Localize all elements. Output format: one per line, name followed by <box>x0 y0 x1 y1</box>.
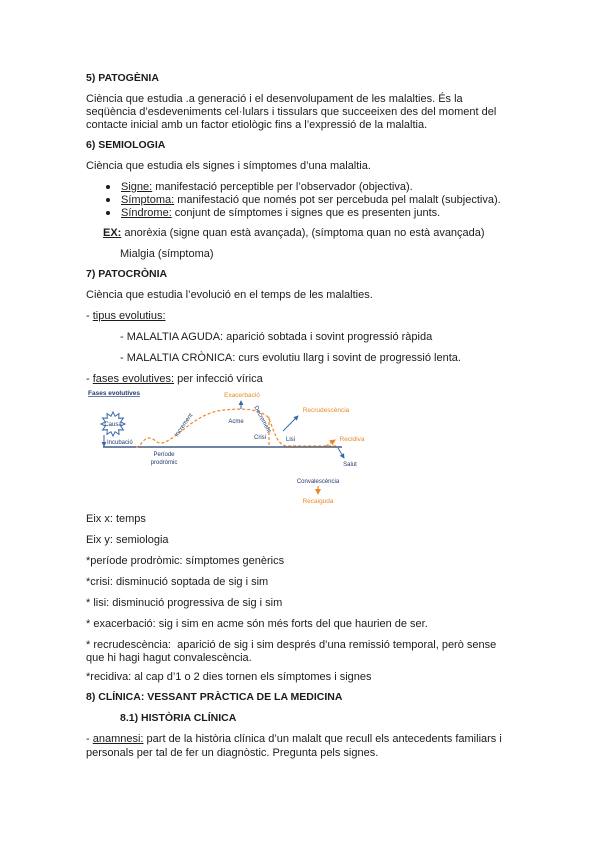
label-crisi: Crisi <box>254 435 266 441</box>
diagram-title: Fases evolutives <box>88 390 141 397</box>
anamnesi-term: anamnesi: <box>92 733 144 745</box>
patogenia-line-2: seqüència d’esdeveniments cel·lulars i tissulars que succeeixen des del moment del <box>86 106 497 118</box>
note-lisi: * lisi: disminució progressiva de sig i sim <box>86 597 283 609</box>
patocronia-intro: Ciència que estudia l’evolució en el temps de les malalties. <box>86 289 373 301</box>
note-eix-y: Eix y: semiologia <box>86 534 169 546</box>
example-mialgia: Mialgia (símptoma) <box>120 248 214 260</box>
tipus-prefix: - <box>86 310 93 322</box>
patogenia-line-3: contacte inicial amb un factor etiològic fins a l’expressió de la malaltia. <box>86 119 428 131</box>
fases-evolutives-term: fases evolutives: <box>92 373 175 385</box>
bullet-dot <box>106 198 110 202</box>
semiologia-intro: Ciència que estudia els signes i símptomes d’una malaltia. <box>86 160 371 172</box>
bullet-sindrome <box>121 207 440 220</box>
label-salut: Salut <box>343 462 357 468</box>
term-simptoma: Símptoma: <box>121 194 175 206</box>
note-crisi: *crisi: disminució soptada de sig i sim <box>86 576 269 588</box>
tipus-cronica: - MALALTIA CRÒNICA: curs evolutiu llarg i sovint de progressió lenta. <box>120 352 461 364</box>
note-recidiva: *recidiva: al cap d’1 o 2 dies tornen els símptomes i signes <box>86 671 372 683</box>
heading-semiologia: 6) SEMIOLOGIA <box>86 139 166 151</box>
note-periode-prodromic: *període prodròmic: símptomes genèrics <box>86 555 285 567</box>
heading-patogenia: 5) PATOGÈNIA <box>86 72 159 84</box>
example-text: anorèxia (signe quan està avançada), (símptoma quan no està avançada) <box>121 227 485 239</box>
fases-evolutives-line <box>86 373 263 386</box>
tipus-evolutius-term: tipus evolutius: <box>92 310 166 322</box>
label-recaiguda: Recaiguda <box>302 498 334 505</box>
anamnesi-prefix: - <box>86 733 93 745</box>
example-label: EX: <box>103 227 122 239</box>
tipus-aguda: - MALALTIA AGUDA: aparició sobtada i sovint progressió ràpida <box>120 331 433 343</box>
evolution-curve <box>136 409 338 447</box>
definition-signe: manifestació perceptible per l’observador (objectiva). <box>152 181 413 193</box>
label-decrement: Decrement <box>252 405 272 434</box>
subheading-historia-clinica: 8.1) HISTÒRIA CLÍNICA <box>120 712 237 724</box>
bullet-signe <box>121 181 413 194</box>
definition-simptoma: manifestació que només pot ser percebuda pel malalt (subjectiva). <box>174 194 501 206</box>
label-increment: Increment <box>174 412 195 439</box>
heading-clinica: 8) CLÍNICA: VESSANT PRÀCTICA DE LA MEDICINA <box>86 691 343 703</box>
recidiva-arrow <box>326 440 335 446</box>
heading-patocronia: 7) PATOCRÒNIA <box>86 268 168 280</box>
note-exacerbacio: * exacerbació: sig i sim en acme són més forts del que haurien de ser. <box>86 618 428 630</box>
anamnesi-text: part de la història clínica d’un malalt que recull els antecedents familiars i <box>143 733 502 745</box>
note-recrudescencia-line-2: que hi hagi hagut convalescència. <box>86 652 252 664</box>
label-prodromic: prodròmic <box>150 460 178 466</box>
example-line <box>103 227 485 240</box>
label-recrudescencia: Recrudescència <box>302 407 350 414</box>
label-causa: Causa <box>104 422 122 428</box>
note-eix-x: Eix x: temps <box>86 513 146 525</box>
bullet-simptoma <box>121 194 501 207</box>
label-exacerbacio: Exacerbació <box>224 392 260 399</box>
label-acme: Acme <box>228 419 244 425</box>
patogenia-line-1: Ciència que estudia .a generació i el desenvolupament de les malalties. És la <box>86 93 463 105</box>
bullet-dot <box>106 185 110 189</box>
label-lisi: Lisi <box>286 437 296 443</box>
fases-evolutives-diagram <box>86 387 372 512</box>
fases-prefix: - <box>86 373 93 385</box>
salut-arrow <box>338 448 344 458</box>
anamnesi-line-1 <box>86 733 502 746</box>
note-recrudescencia-line-1: * recrudescència: aparició de sig i sim després d’una remissió temporal, però sense <box>86 639 497 651</box>
recrudescencia-arrow <box>283 416 298 431</box>
term-sindrome: Síndrome: <box>121 207 172 219</box>
bullet-dot <box>106 211 110 215</box>
anamnesi-line-2: personals per tal de fer un diagnòstic. Pregunta pels signes. <box>86 747 379 759</box>
label-incubacio: Incubació <box>107 440 133 446</box>
label-convalescencia: Convalescència <box>296 479 340 485</box>
fases-evolutives-text: per infecció vírica <box>174 373 263 385</box>
definition-sindrome: conjunt de símptomes i signes que es presenten junts. <box>171 207 441 219</box>
label-recidiva: Recidiva <box>339 436 365 443</box>
label-periode: Període <box>153 452 175 458</box>
tipus-evolutius-line <box>86 310 166 323</box>
term-signe: Signe: <box>121 181 153 193</box>
